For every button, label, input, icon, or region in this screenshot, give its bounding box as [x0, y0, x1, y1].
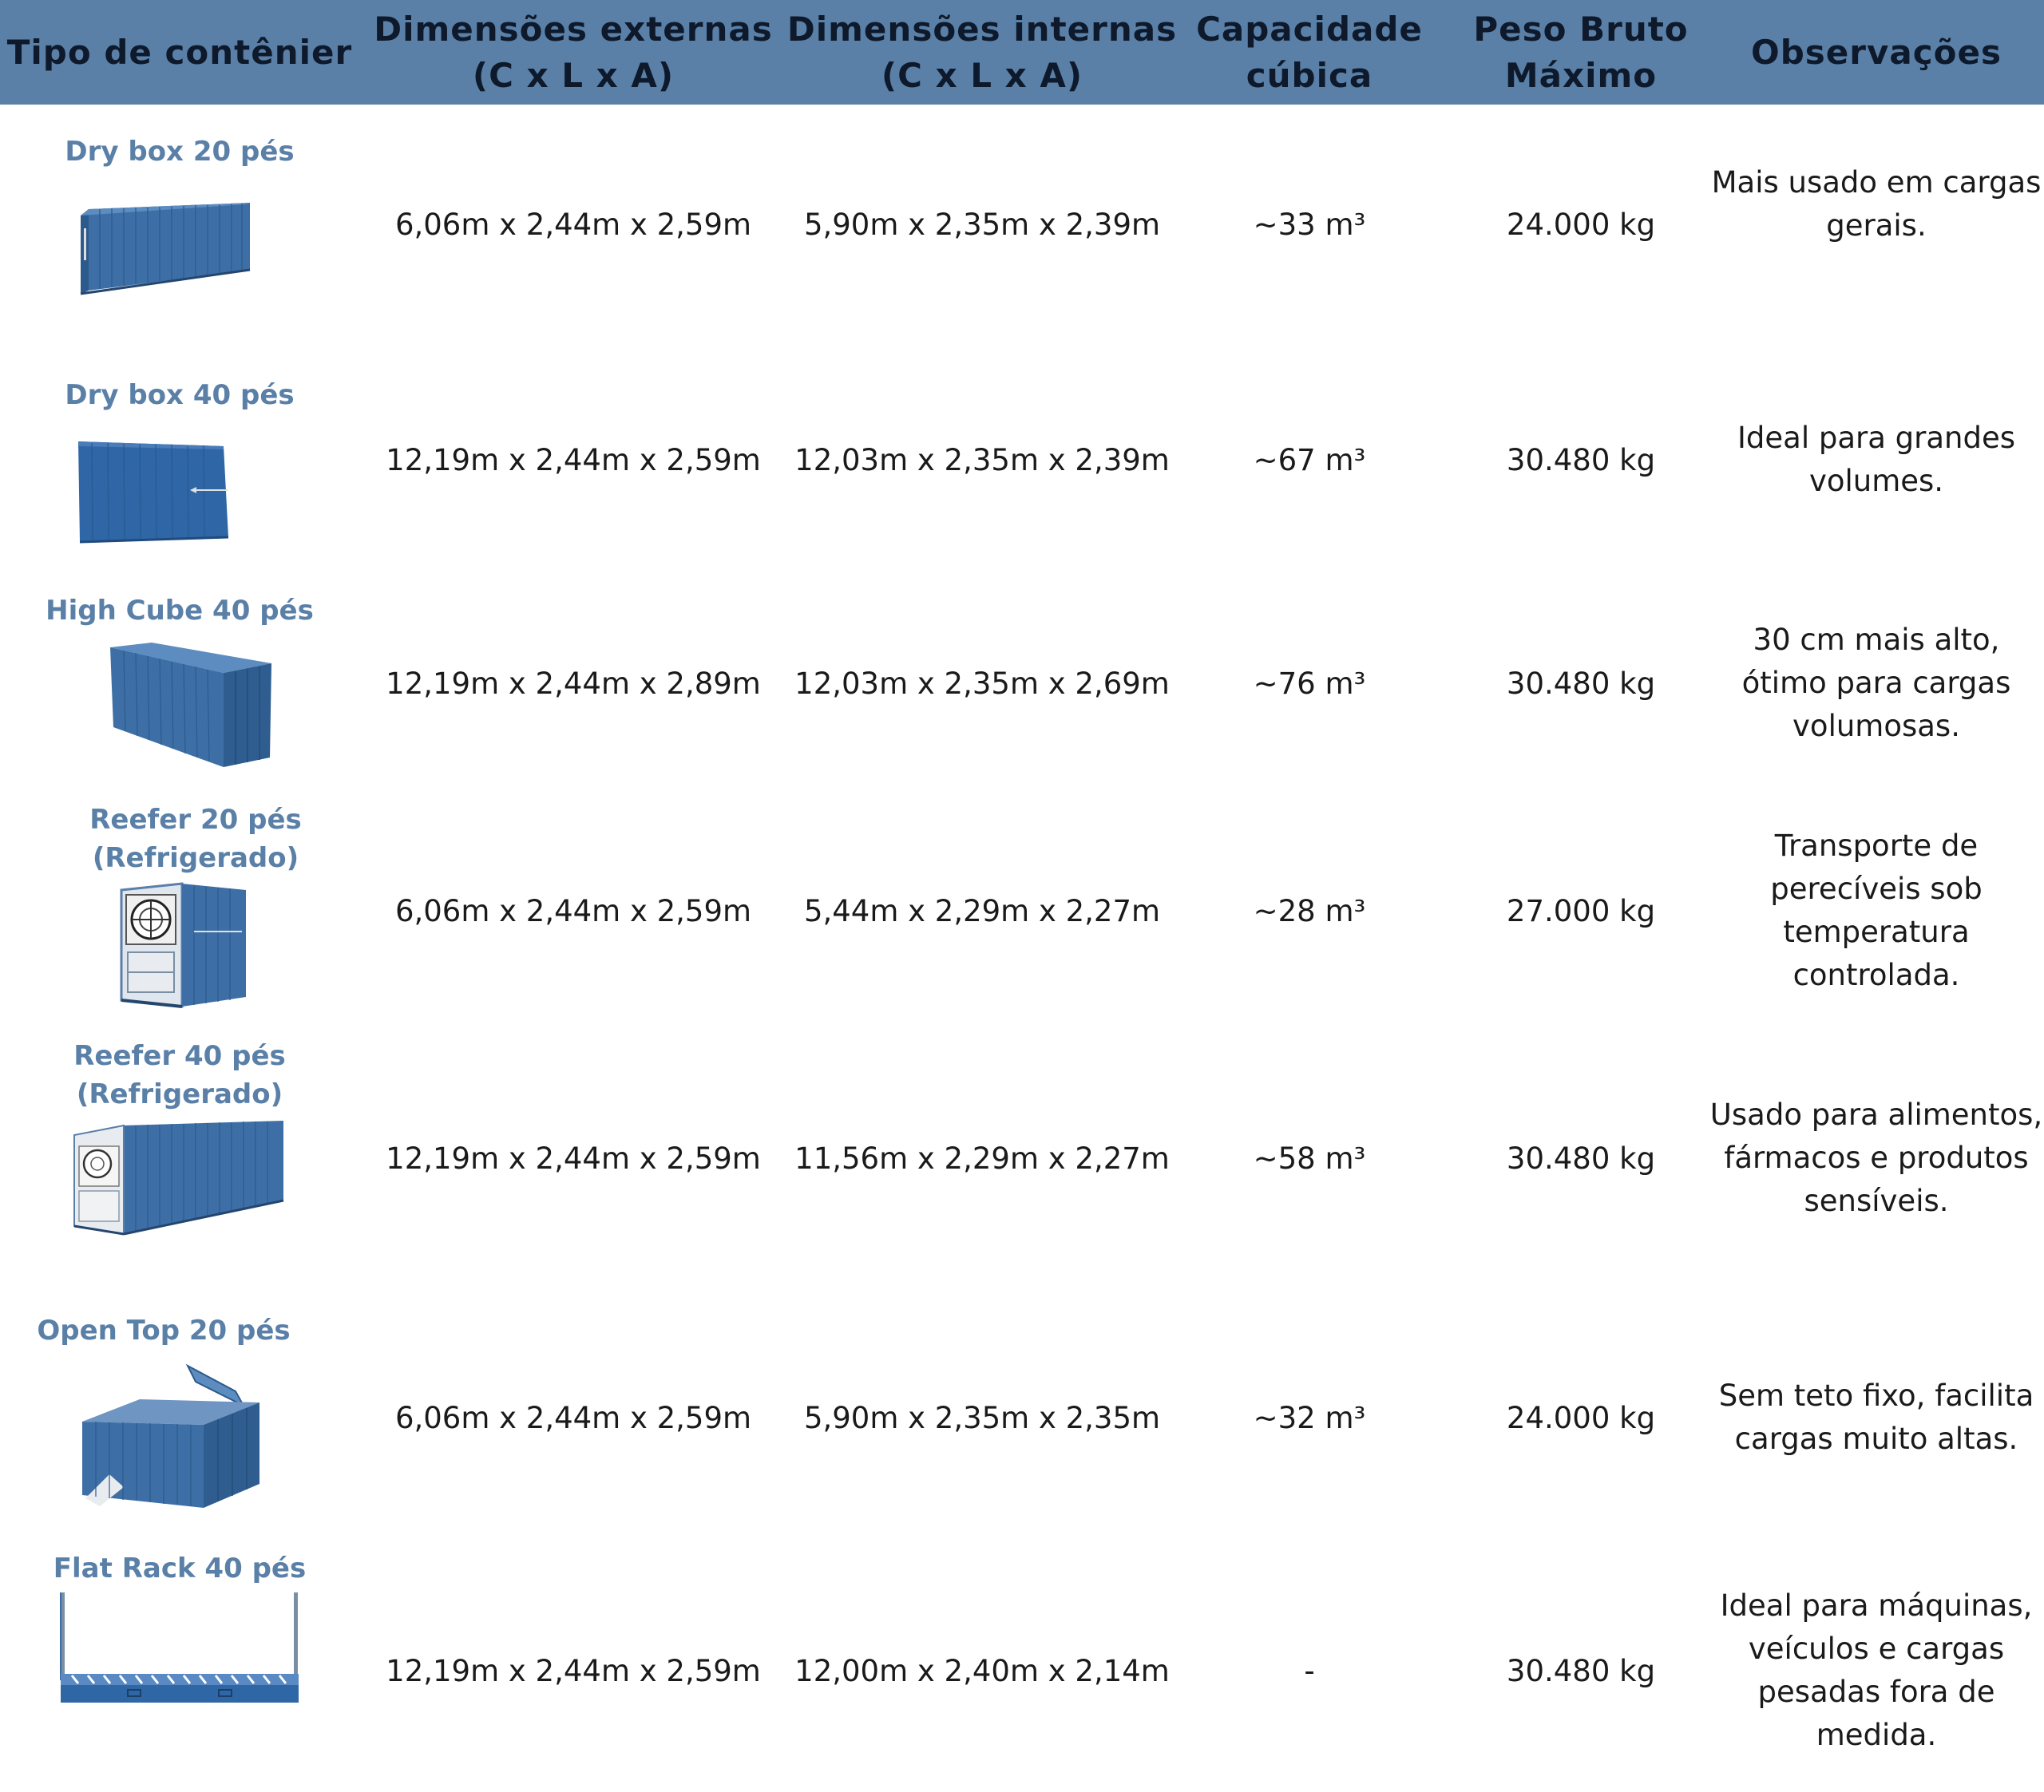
external-dimensions-cell: 6,06m x 2,44m x 2,59m	[394, 207, 752, 242]
cubic-capacity-cell: ~32 m³	[1253, 1400, 1366, 1435]
container-type-label: Reefer 40 pés (Refrigerado)	[73, 1040, 286, 1110]
open-top-20-container-image	[76, 1358, 271, 1517]
cubic-capacity-cell: ~33 m³	[1253, 207, 1366, 242]
header-type: Tipo de contênier	[6, 32, 353, 72]
table-row	[0, 1286, 2044, 1549]
internal-dimensions-cell: 12,03m x 2,35m x 2,69m	[794, 666, 1170, 701]
max-gross-weight-cell: 30.480 kg	[1506, 666, 1656, 701]
cubic-capacity-cell: ~76 m³	[1253, 666, 1366, 701]
external-dimensions-cell: 12,19m x 2,44m x 2,89m	[386, 666, 761, 701]
external-dimensions-cell: 12,19m x 2,44m x 2,59m	[386, 1141, 761, 1176]
cubic-capacity-cell: ~67 m³	[1253, 442, 1366, 477]
table-header	[0, 0, 2044, 105]
header-max-gross-weight: Peso Bruto Máximo	[1473, 9, 1689, 95]
max-gross-weight-cell: 30.480 kg	[1506, 1653, 1656, 1688]
max-gross-weight-cell: 27.000 kg	[1506, 893, 1656, 928]
table-row	[0, 1549, 2044, 1792]
max-gross-weight-cell: 24.000 kg	[1506, 1400, 1656, 1435]
flat-rack-40-container-image	[56, 1589, 303, 1709]
external-dimensions-cell: 12,19m x 2,44m x 2,59m	[386, 442, 761, 477]
internal-dimensions-cell: 12,03m x 2,35m x 2,39m	[794, 442, 1170, 477]
table-row	[0, 791, 2044, 1030]
reefer-40-container-image	[68, 1114, 291, 1242]
header-internal-dimensions: Dimensões internas (C x L x A)	[786, 9, 1178, 95]
internal-dimensions-cell: 5,90m x 2,35m x 2,35m	[803, 1400, 1161, 1435]
external-dimensions-cell: 6,06m x 2,44m x 2,59m	[394, 893, 752, 928]
cubic-capacity-cell: -	[1304, 1653, 1315, 1688]
table-row	[0, 576, 2044, 791]
cubic-capacity-cell: ~58 m³	[1253, 1141, 1366, 1176]
header-observations: Observações	[1751, 32, 2002, 72]
observations-cell: Ideal para máquinas, veículos e cargas pesadas fora de medida.	[1720, 1588, 2033, 1752]
header-cubic-capacity: Capacidade cúbica	[1196, 9, 1423, 95]
dry-box-40-container-image	[72, 440, 240, 544]
container-type-label: Flat Rack 40 pés	[53, 1553, 307, 1584]
container-type-label: Open Top 20 pés	[37, 1315, 291, 1347]
container-type-label: Dry box 40 pés	[65, 379, 295, 411]
observations-cell: Sem teto fixo, facilita cargas muito altas.	[1718, 1379, 2034, 1456]
internal-dimensions-cell: 5,44m x 2,29m x 2,27m	[803, 893, 1161, 928]
cubic-capacity-cell: ~28 m³	[1253, 893, 1366, 928]
max-gross-weight-cell: 30.480 kg	[1506, 442, 1656, 477]
max-gross-weight-cell: 24.000 kg	[1506, 207, 1656, 242]
internal-dimensions-cell: 5,90m x 2,35m x 2,39m	[803, 207, 1161, 242]
external-dimensions-cell: 6,06m x 2,44m x 2,59m	[394, 1400, 752, 1435]
observations-cell: Ideal para grandes volumes.	[1737, 421, 2016, 498]
internal-dimensions-cell: 12,00m x 2,40m x 2,14m	[794, 1653, 1170, 1688]
high-cube-40-container-image	[104, 639, 279, 775]
max-gross-weight-cell: 30.480 kg	[1506, 1141, 1656, 1176]
table-row	[0, 1030, 2044, 1286]
container-type-label: Reefer 20 pés (Refrigerado)	[89, 804, 302, 874]
observations-cell: Mais usado em cargas gerais.	[1711, 165, 2042, 243]
reefer-20-container-image	[118, 879, 254, 1015]
container-type-label: Dry box 20 pés	[65, 136, 295, 168]
observations-cell: Usado para alimentos, fármacos e produtos sensíveis.	[1709, 1098, 2043, 1218]
header-external-dimensions: Dimensões externas (C x L x A)	[374, 9, 773, 95]
observations-cell: Transporte de perecíveis sob temperatura controlada.	[1770, 829, 1983, 992]
table-row	[0, 344, 2044, 576]
table-row	[0, 105, 2044, 344]
dry-box-20-container-image	[76, 180, 259, 308]
external-dimensions-cell: 12,19m x 2,44m x 2,59m	[386, 1653, 761, 1688]
observations-cell: 30 cm mais alto, ótimo para cargas volumosas.	[1741, 623, 2011, 743]
internal-dimensions-cell: 11,56m x 2,29m x 2,27m	[794, 1141, 1170, 1176]
container-type-label: High Cube 40 pés	[46, 595, 314, 627]
